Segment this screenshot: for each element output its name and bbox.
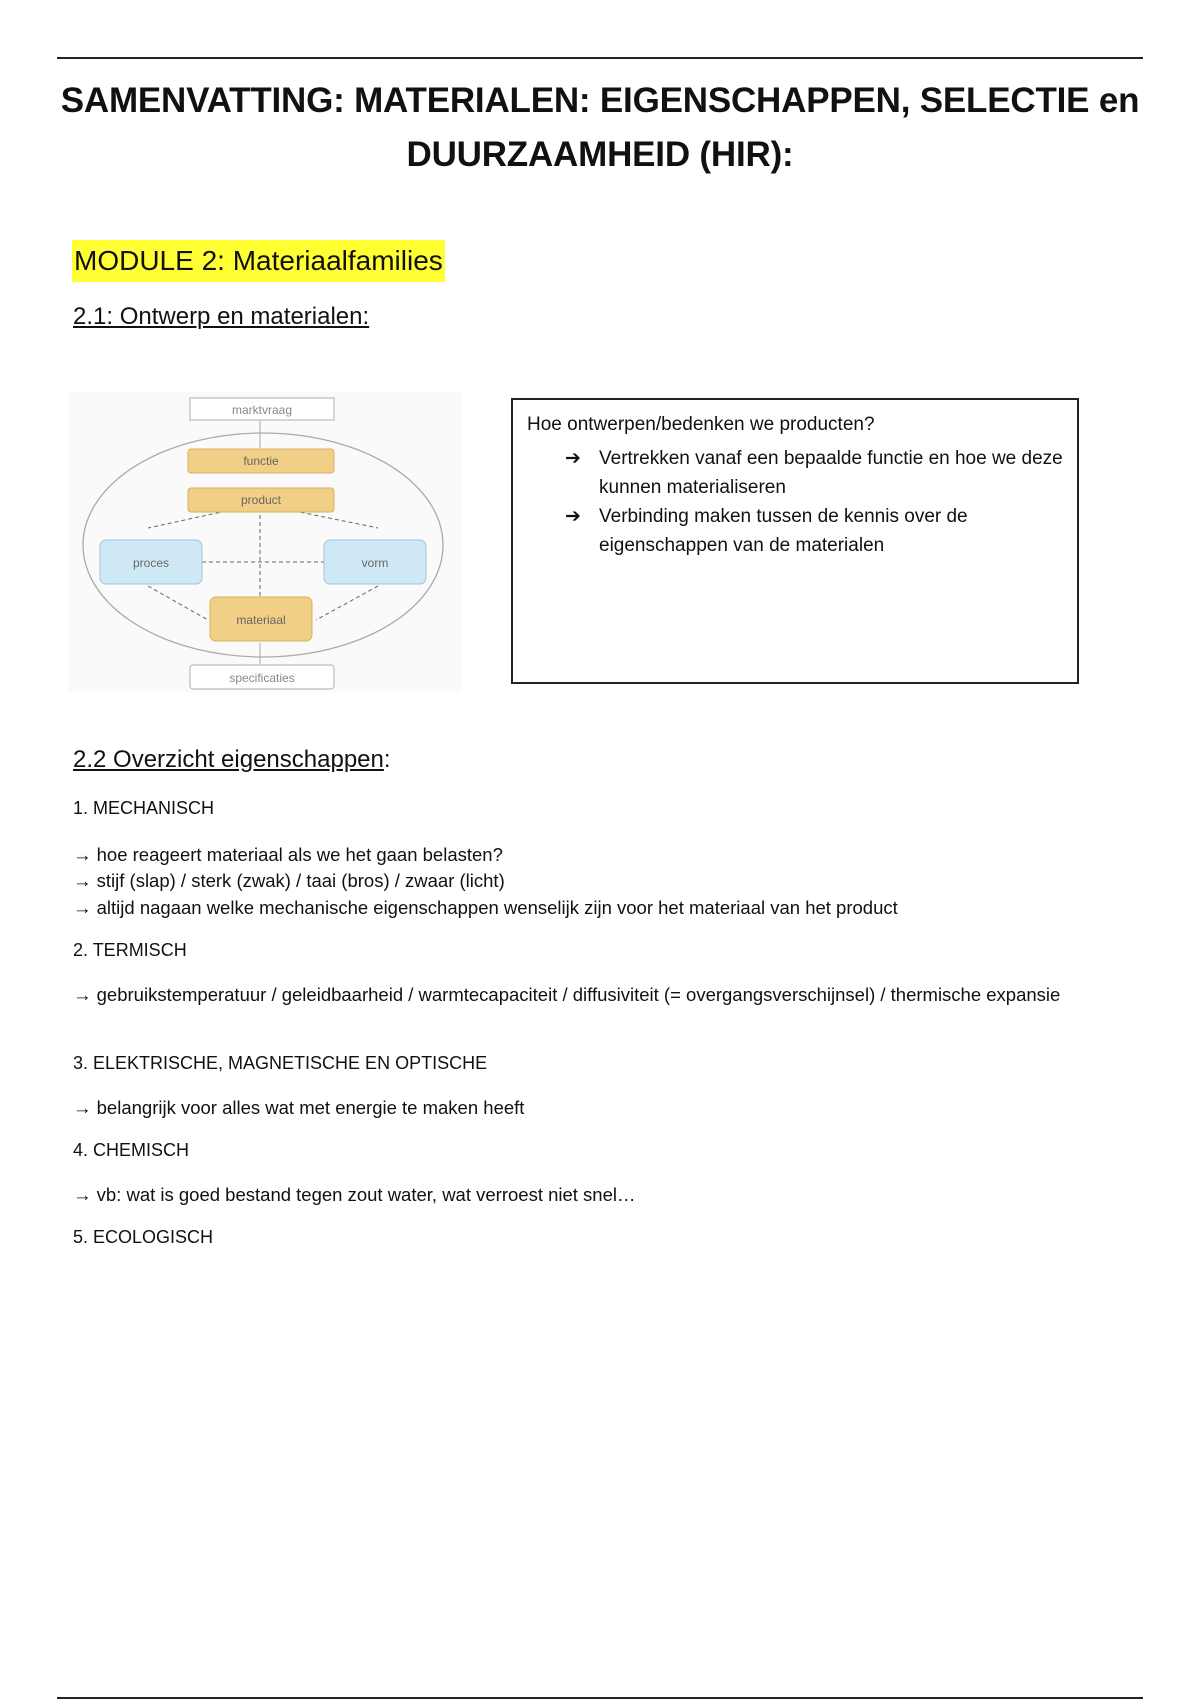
design-diagram: [68, 392, 462, 692]
section-2-2-colon: :: [383, 746, 391, 773]
bottom-rule: [57, 1697, 1143, 1699]
node-materiaal-label: materiaal: [236, 613, 286, 627]
arrow-icon: ➔: [565, 448, 581, 469]
design-bullet-list: [565, 444, 1065, 560]
node-proces-label: proces: [132, 556, 170, 570]
node-vorm-label: vorm: [361, 556, 389, 570]
design-bullet-text: Vertrekken vanaf een bepaalde functie en hoe we deze kunnen materialiseren: [599, 448, 1063, 498]
property-mechanisch-line: → stijf (slap) / sterk (zwak) / taai (bros) / zwaar (licht): [73, 870, 505, 891]
property-termisch-line: → gebruikstemperatuur / geleidbaarheid / warmtecapaciteit / diffusiviteit (= overgangsverschijnsel) / thermische expansie: [73, 984, 1061, 1005]
node-product-label: product: [240, 493, 282, 507]
design-bullet: [565, 502, 1065, 560]
node-specificaties-label: specificaties: [229, 671, 295, 685]
property-chemisch-line: → vb: wat is goed bestand tegen zout water, wat verroest niet snel…: [73, 1184, 636, 1205]
property-elektrisch-line: → belangrijk voor alles wat met energie te maken heeft: [73, 1097, 525, 1118]
arrow-icon: ➔: [565, 506, 581, 527]
property-ecologisch-title: 5. ECOLOGISCH: [73, 1227, 214, 1247]
property-chemisch-title: 4. CHEMISCH: [73, 1140, 190, 1160]
section-2-2-heading: [73, 745, 391, 775]
property-termisch-title: 2. TERMISCH: [73, 940, 187, 960]
property-mechanisch-title: 1. MECHANISCH: [73, 798, 215, 818]
design-bullet: [565, 444, 1065, 502]
design-question: Hoe ontwerpen/bedenken we producten?: [527, 414, 875, 435]
section-2-2-heading-text: 2.2 Overzicht eigenschappen: [73, 746, 384, 773]
property-mechanisch-line: → altijd nagaan welke mechanische eigenschappen wenselijk zijn voor het materiaal van het product: [73, 897, 898, 918]
page-title: SAMENVATTING: MATERIALEN: EIGENSCHAPPEN, SELECTIE en DUURZAAMHEID (HIR):: [60, 81, 1140, 174]
module-heading: MODULE 2: Materiaalfamilies: [72, 240, 445, 282]
node-marktvraag-label: marktvraag: [231, 403, 293, 417]
design-bullet-text: Verbinding maken tussen de kennis over de eigenschappen van de materialen: [599, 506, 968, 556]
node-functie-label: functie: [243, 454, 279, 468]
top-rule: [57, 57, 1143, 59]
design-question-box: [511, 398, 1079, 684]
section-2-1-heading: 2.1: Ontwerp en materialen:: [73, 303, 370, 330]
property-elektrisch-title: 3. ELEKTRISCHE, MAGNETISCHE EN OPTISCHE: [73, 1053, 488, 1073]
property-mechanisch-line: → hoe reageert materiaal als we het gaan belasten?: [73, 844, 503, 865]
